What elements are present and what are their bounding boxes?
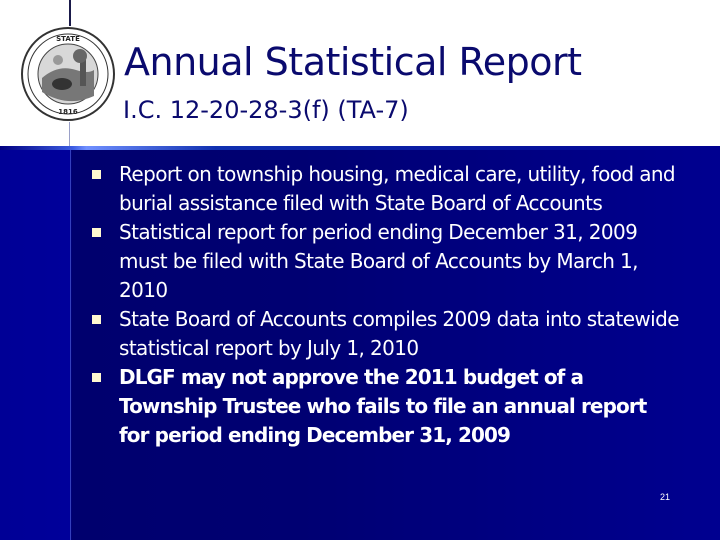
slide-title: Annual Statistical Report [124, 40, 582, 84]
bullet-text: Statistical report for period ending December 31, 2009 must be filed with State Board of Accounts by March 1, 2010 [119, 220, 638, 302]
header-divider-bar [0, 146, 720, 150]
square-bullet-icon [92, 315, 101, 324]
bullet-text: DLGF may not approve the 2011 budget of a Township Trustee who fails to file an annual report for period ending December 31, 2009 [119, 365, 647, 447]
bullet-text: State Board of Accounts compiles 2009 data into statewide statistical report by July 1, 2010 [119, 307, 679, 360]
svg-text:STATE: STATE [56, 35, 80, 43]
indiana-state-seal-icon [18, 26, 118, 122]
bullet-item [92, 305, 682, 363]
bullet-list [92, 160, 682, 450]
bullet-item [92, 160, 682, 218]
bullet-text: Report on township housing, medical care, utility, food and burial assistance filed with State Board of Accounts [119, 162, 676, 215]
square-bullet-icon [92, 373, 101, 382]
vertical-divider-line [70, 148, 71, 540]
bullet-item [92, 218, 682, 305]
bullet-item-emphasized [92, 363, 682, 450]
page-number: 21 [660, 492, 671, 502]
square-bullet-icon [92, 170, 101, 179]
square-bullet-icon [92, 228, 101, 237]
decorative-line [69, 0, 71, 26]
decorative-line [69, 122, 70, 148]
slide-subtitle: I.C. 12-20-28-3(f) (TA-7) [123, 96, 409, 124]
svg-text:1816: 1816 [58, 108, 78, 116]
slide-header [0, 0, 720, 148]
